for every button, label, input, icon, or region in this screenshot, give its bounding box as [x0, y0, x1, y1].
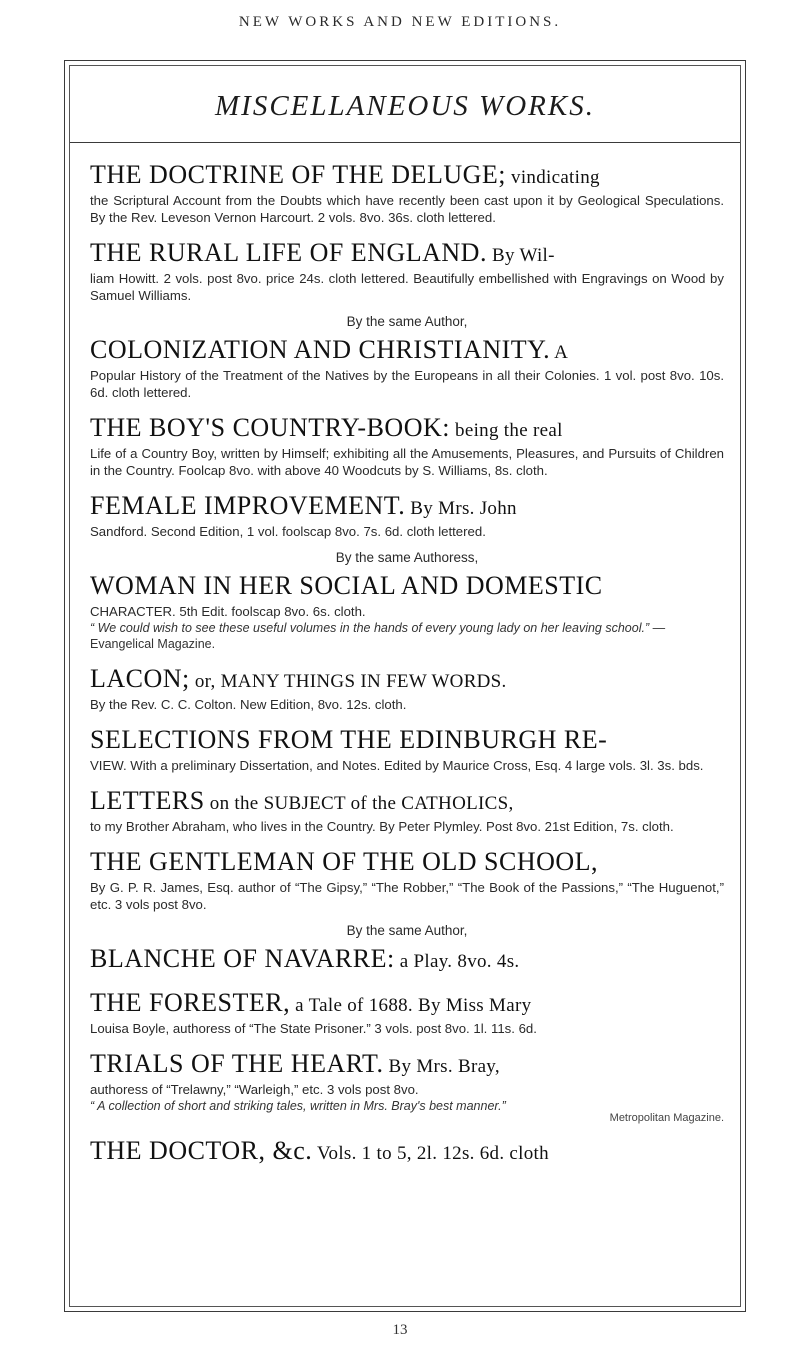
book-description: CHARACTER. 5th Edit. foolscap 8vo. 6s. cloth.: [90, 604, 366, 619]
book-title: FEMALE IMPROVEMENT. By Mrs. John: [90, 491, 517, 520]
by-same-author-note: By the same Authoress,: [335, 550, 479, 565]
by-same-author-note: By the same Author,: [346, 923, 468, 938]
book-description: VIEW. With a preliminary Dissertation, and Notes. Edited by Maurice Cross, Esq. 4 large vols. 3l. 3s. bds.: [90, 758, 704, 773]
by-same-author-note: By the same Author,: [346, 314, 468, 329]
book-description: the Scriptural Account from the Doubts which have recently been cast upon it by Geological Speculations. By the Rev. Leveson Vernon Harcourt. 2 vols. 8vo. 36s. cloth lettered.: [90, 193, 724, 225]
book-title: WOMAN IN HER SOCIAL AND DOMESTIC: [90, 571, 603, 600]
book-entry: [90, 491, 724, 540]
book-title: LACON; or, MANY THINGS IN FEW WORDS.: [90, 664, 507, 693]
page-border: [64, 60, 746, 1312]
book-description: authoress of “Trelawny,” “Warleigh,” etc. 3 vols post 8vo.: [90, 1082, 419, 1097]
book-description: Sandford. Second Edition, 1 vol. foolscap 8vo. 7s. 6d. cloth lettered.: [90, 524, 486, 539]
book-title: THE DOCTOR, &c. Vols. 1 to 5, 2l. 12s. 6d. cloth: [90, 1136, 549, 1165]
book-entry: [90, 786, 724, 835]
review-quote: “ A collection of short and striking tales, written in Mrs. Bray's best manner.”: [90, 1099, 506, 1113]
book-entry: [90, 923, 724, 976]
book-title: TRIALS OF THE HEART. By Mrs. Bray,: [90, 1049, 500, 1078]
book-description: Popular History of the Treatment of the Natives by the Europeans in all their Colonies. 1 vol. post 8vo. 10s. 6d. cloth lettered.: [90, 368, 724, 400]
book-title: THE DOCTRINE OF THE DELUGE; vindicating: [90, 160, 600, 189]
page-number: 13: [392, 1322, 408, 1338]
review-quote: “ We could wish to see these useful volumes in the hands of every young lady on her leaving school.” —Evangelical Magazine.: [90, 621, 666, 651]
book-title: COLONIZATION AND CHRISTIANITY. A: [90, 335, 569, 364]
book-description: By G. P. R. James, Esq. author of “The Gipsy,” “The Robber,” “The Book of the Passions,” “The Huguenot,” etc. 3 vols post 8vo.: [90, 880, 724, 912]
book-description: liam Howitt. 2 vols. post 8vo. price 24s. cloth lettered. Beautifully embellished with Engravings on Wood by Samuel Williams.: [90, 271, 724, 303]
book-entry: [90, 1136, 724, 1168]
book-list: [90, 160, 724, 1180]
inner-border: [69, 65, 741, 1307]
book-entry: [90, 550, 724, 652]
book-entry: [90, 847, 724, 913]
book-title: BLANCHE OF NAVARRE: a Play. 8vo. 4s.: [90, 944, 520, 973]
book-entry: [90, 1049, 724, 1124]
book-title: THE FORESTER, a Tale of 1688. By Miss Mary: [90, 988, 532, 1017]
book-entry: [90, 413, 724, 479]
book-title: LETTERS on the SUBJECT of the CATHOLICS,: [90, 786, 514, 815]
book-title: THE RURAL LIFE OF ENGLAND. By Wil-: [90, 238, 555, 267]
book-entry: [90, 664, 724, 713]
title-rule: [70, 142, 740, 143]
running-head: NEW WORKS AND NEW EDITIONS.: [238, 14, 562, 30]
book-description: By the Rev. C. C. Colton. New Edition, 8vo. 12s. cloth.: [90, 697, 407, 712]
book-description: Life of a Country Boy, written by Himself; exhibiting all the Amusements, Pleasures, and Pursuits of Children in the Country. Foolcap 8vo. with above 40 Woodcuts by S. Williams, 8s. cloth.: [90, 446, 724, 478]
book-entry: [90, 238, 724, 304]
book-description: Louisa Boyle, authoress of “The State Prisoner.” 3 vols. post 8vo. 1l. 11s. 6d.: [90, 1021, 537, 1036]
book-title: THE GENTLEMAN OF THE OLD SCHOOL,: [90, 847, 599, 876]
book-entry: [90, 725, 724, 774]
book-title: SELECTIONS FROM THE EDINBURGH RE-: [90, 725, 608, 754]
book-entry: [90, 160, 724, 226]
section-title: MISCELLANEOUS WORKS.: [215, 90, 595, 122]
book-entry: [90, 988, 724, 1037]
book-entry: [90, 314, 724, 401]
book-title: THE BOY'S COUNTRY-BOOK: being the real: [90, 413, 563, 442]
review-source: Metropolitan Magazine.: [609, 1112, 724, 1124]
book-description: to my Brother Abraham, who lives in the Country. By Peter Plymley. Post 8vo. 21st Edition, 7s. cloth.: [90, 819, 674, 834]
